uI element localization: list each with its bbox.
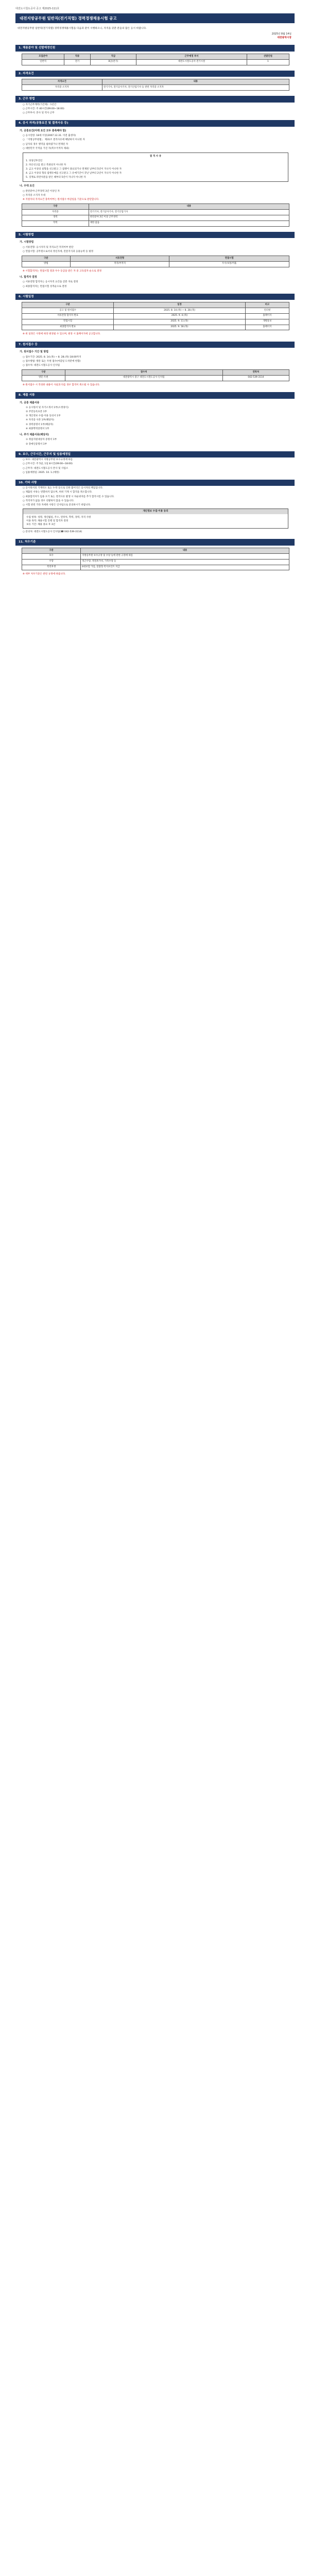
table-header: 구분: [22, 256, 71, 262]
table-header: 내용: [89, 204, 289, 210]
table-header: 모집분야: [22, 54, 64, 60]
list-item: ○ 면접시험: 공무원으로서의 정신자세, 전문지식과 응용능력 등 평정: [23, 250, 94, 253]
table-cell: 수당: [22, 559, 81, 565]
note-text: ※ 세부 처우기준은 관련 규정에 따릅니다.: [23, 573, 66, 576]
table-cell: 4대보험 가입, 맞춤형 복지포인트 지급: [81, 565, 289, 570]
table-cell: 2025. 8. 14.(목) ~ 8. 28.(목): [114, 308, 246, 314]
section-4-heading: 4. 응시 자격(공통요건 및 결격사유 등): [15, 120, 295, 127]
notice-org: 대전광역시장: [277, 37, 291, 40]
list-item: ○ 접수방법: 방문 또는 우편 접수(마감일 도착분에 한함): [23, 360, 81, 363]
table-cell: 경력: [22, 215, 89, 221]
list-item: ○ 응시연령: 18세 이상(2007.12.31. 이전 출생자): [23, 134, 76, 138]
table-cell: 042-539-3114: [222, 375, 289, 381]
table-cell: 관련분야 3년 이상 근무경력: [89, 215, 289, 221]
section-8-heading: 8. 제출 서류: [15, 392, 295, 399]
table-header-row: [22, 548, 289, 554]
subsection-heading: 가. 공통 제출서류: [20, 401, 40, 404]
table-row: [22, 313, 289, 319]
table-row: [22, 559, 289, 565]
table-cell: 2025. 9. 4.(목): [114, 313, 246, 319]
list-item: ○ 제출된 서류는 반환하지 않으며, 허위 기재 시 합격을 취소합니다.: [23, 491, 93, 494]
table-cell: 홈페이지: [245, 325, 289, 330]
table-cell: 공고 및 원서접수: [22, 308, 114, 314]
requirements-table: [22, 204, 289, 226]
recruitment-table: [22, 54, 289, 65]
table-cell: 우수/보통/미흡: [169, 261, 289, 267]
compensation-table: [22, 548, 289, 570]
contact-text: ○ 문의처: 대전도시철도공사 인사팀(☎ 042-539-3114): [23, 531, 82, 534]
qualification-table: [22, 79, 289, 91]
table-header: 면접시험: [169, 256, 289, 262]
list-item: ○ 임용예정일: 2025. 10. 1.(예정): [23, 471, 59, 474]
table-row: [22, 215, 289, 221]
table-cell: 서류전형 합격자 발표: [22, 313, 114, 319]
table-cell: 제한 없음: [89, 221, 289, 226]
list-item: ○ 자격증 소지자 우대: [23, 194, 45, 197]
table-cell: 전기기사, 전기공사기사, 전기산업기사 등 관련 자격증 소지자: [102, 85, 289, 91]
section-7-heading: 7. 원서접수 등: [15, 342, 295, 348]
table-header: 구분: [22, 370, 65, 376]
table-row: [22, 308, 289, 314]
list-item: ○ 근무시간: 주 5일, 1일 8시간(09:00~18:00): [23, 463, 73, 466]
section-2-heading: 2. 자격요건: [15, 71, 295, 77]
subsection-heading: 가. 공통요건(아래 요건 모두 충족해야 함): [20, 129, 66, 132]
list-item: ○ 응시원서의 기재착오 또는 누락 등으로 인한 불이익은 응시자의 책임입니다.: [23, 487, 104, 490]
list-item: ○ 관련분야 근무경력 3년 이상인 자: [23, 190, 60, 193]
exam-method-table: [22, 256, 289, 267]
list-item: ② 주민등록초본 1부: [26, 411, 47, 414]
table-row: [22, 59, 289, 65]
table-cell: 방문·우편: [22, 375, 65, 381]
list-item: ○ 접수처: 대전도시철도공사 인사팀: [23, 364, 60, 367]
table-cell: 1: [247, 59, 289, 65]
table-cell: 지방공무원 보수규정 및 수당 등에 관한 규정에 따름: [81, 553, 289, 559]
list-item: 5. 징계로 파면처분을 받은 때부터 5년이 지나지 아니한 자: [26, 176, 86, 179]
list-item: ○ 근무시간: 주 40시간(09:00~18:00): [23, 107, 64, 110]
table-header: 자격요건: [22, 79, 102, 85]
table-cell: 복리후생: [22, 565, 81, 570]
table-cell: 인터넷: [245, 308, 289, 314]
list-item: ① 응시원서 및 자기소개서 1부(소정양식): [26, 406, 69, 410]
schedule-table: [22, 302, 289, 330]
subsection-heading: 나. 우대 요건: [20, 184, 35, 188]
table-cell: 최종합격자 발표: [22, 325, 114, 330]
table-row: [22, 221, 289, 226]
table-row: [22, 85, 289, 91]
list-item: ○ 접수기간: 2025. 8. 14.(목) ~ 8. 28.(목) 18:00까지: [23, 355, 81, 359]
table-header: 직급: [90, 54, 136, 60]
table-cell: 대전도시철도공사 전기시설: [136, 59, 247, 65]
note-text: ※ 원서접수 시 작성한 내용이 사실과 다를 경우 합격이 취소될 수 있습니다.: [23, 383, 100, 386]
table-header: 구분: [22, 548, 81, 554]
list-item: ③ 개인정보 수집·이용 동의서 1부: [26, 415, 61, 418]
box-body: [23, 514, 288, 528]
notice-date: 2025년 8월 14일: [271, 33, 291, 36]
subsection-heading: 가. 시험방법: [20, 241, 34, 244]
table-header: 접수처: [65, 370, 222, 376]
table-row: [22, 261, 289, 267]
list-item: ○ 서류전형 합격자는 응시자격 요건을 갖춘 자로 결정: [23, 281, 78, 284]
privacy-consent-box: [23, 509, 288, 529]
list-item: ④ 자격증 사본 1부(해당자): [26, 419, 54, 422]
list-item: ○ 자기근무계약(기간제) : 1년간: [23, 103, 57, 106]
list-item: ○ 서류전형: 응시자격 및 자격요건 적격여부 판단: [23, 246, 74, 249]
list-item: ○ 최종합격자는 면접시험 성적순으로 결정: [23, 285, 67, 288]
list-item: ○ 보수: 대전광역시 지방공무원 보수규정에 따름: [23, 459, 73, 462]
table-cell: 전기기사, 전기공사기사, 전기산업기사: [89, 210, 289, 215]
list-item: ○ 남자의 경우 병역을 필하였거나 면제된 자: [23, 143, 68, 146]
list-item: ○ 근무부서: 본사 및 역사 근무: [23, 111, 55, 114]
table-header: 근무예정 부서: [136, 54, 247, 60]
list-item: 4. 금고 이상의 형의 집행유예를 선고받고 그 유예기간이 끝난 날부터 2년이 지나지 아니한 자: [26, 172, 122, 175]
table-cell: 개별통보: [245, 319, 289, 325]
table-header: 선발인원: [247, 54, 289, 60]
list-item: ○ 「지방공무원법」 제31조 결격사유에 해당하지 아니한 자: [23, 139, 85, 142]
list-item: ○ 적격자가 없을 경우 선발하지 않을 수 있습니다.: [23, 499, 75, 502]
table-cell: 전기: [64, 59, 90, 65]
table-header-row: [22, 370, 289, 376]
section-1-heading: 1. 채용분야 및 선발예정인원: [15, 45, 295, 52]
list-item: 보유 기간: 채용 종료 후 3년: [26, 523, 56, 527]
list-item: 1. 피성년후견인: [26, 159, 43, 162]
table-cell: 8급(전기): [90, 59, 136, 65]
table-header-row: [22, 54, 289, 60]
table-cell: 2025. 9. 11.(목): [114, 319, 246, 325]
table-header: 일정: [114, 302, 246, 308]
intro-text: 대전지방공무원 일반직(전기직렬) 경력경쟁채용시험을 다음과 같이 시행하오니, 자격을 갖춘 분들의 많은 응시 바랍니다.: [18, 27, 147, 30]
list-item: ○ 시험 관련 기타 자세한 사항은 인사팀으로 문의하시기 바랍니다.: [23, 503, 91, 506]
box-title: 결 격 사 유: [149, 155, 162, 158]
section-10-heading: 10. 기타 사항: [15, 480, 295, 486]
note-text: ※ 시험합격자는 면접시험 결과 우수 등급을 받은 자 중 고득점자 순으로 결정: [23, 269, 102, 273]
table-cell: 방법: [22, 261, 71, 267]
table-cell: 홈페이지: [245, 313, 289, 319]
table-header: 내용: [81, 548, 289, 554]
table-header: 연락처: [222, 370, 289, 376]
list-item: ⑤ 경력증명서 1부(해당자): [26, 423, 54, 426]
section-3-heading: 3. 근무 방법: [15, 96, 295, 103]
table-header: 직류: [64, 54, 90, 60]
table-header: 비고: [245, 302, 289, 308]
list-item: 3. 금고 이상의 실형을 선고받고 그 집행이 종료되거나 면제된 날부터 5년이 지나지 아니한 자: [26, 168, 122, 171]
table-header-row: [22, 256, 289, 262]
table-cell: 일반직: [22, 59, 64, 65]
table-row: [22, 325, 289, 330]
section-11-heading: 11. 처우기준: [15, 539, 295, 546]
section-6-heading: 6. 시험일정: [15, 294, 295, 300]
notice-number: 대전도시철도공사 공고 제2025-111호: [15, 7, 60, 10]
subsection-heading: 나. 추가 제출서류(해당자): [20, 433, 49, 436]
table-header: 내용: [102, 79, 289, 85]
section-9-heading: 9. 보수, 근무시간, 근무지 및 임용예정일: [15, 451, 295, 458]
subsection-heading: 가. 원서접수 기간 및 방법: [20, 350, 48, 354]
table-cell: 면접시험: [22, 319, 114, 325]
list-item: ○ 최종합격자가 임용 포기 또는 결격사유 발생 시 차순위자를 추가 합격시킬 수 있습니다.: [23, 495, 115, 498]
table-header-row: [22, 79, 289, 85]
list-item: ○ 근무지: 대전도시철도공사 본사 및 사업소: [23, 467, 68, 470]
table-cell: 적격/부적격: [70, 261, 169, 267]
subsection-heading: 나. 합격자 결정: [20, 275, 37, 279]
list-item: ① 취업지원대상자 증명서 1부: [26, 438, 57, 442]
table-cell: 보수: [22, 553, 81, 559]
table-cell: 자격증 소지자: [22, 85, 102, 91]
table-header-row: [22, 204, 289, 210]
table-cell: 자격증: [22, 210, 89, 215]
list-item: 수집 항목: 성명, 생년월일, 주소, 연락처, 학력, 경력, 자격 사항: [26, 516, 91, 519]
table-cell: 학력: [22, 221, 89, 226]
table-row: [22, 375, 289, 381]
note-text: ※ 지원자의 자격요건 충족여부는 원서접수 마감일을 기준으로 판단합니다.: [23, 198, 99, 201]
list-item: ⑥ 최종학력증명서 1부: [26, 427, 49, 430]
table-header: 서류전형: [70, 256, 169, 262]
table-row: [22, 565, 289, 570]
table-cell: 정근수당, 명절휴가비, 가족수당 등: [81, 559, 289, 565]
notice-title: 대전지방공무원 일반직(전기직렬) 경력경쟁채용시험 공고: [15, 13, 295, 24]
list-item: 이용 목적: 채용시험 진행 및 합격자 결정: [26, 520, 68, 523]
table-header: 구분: [22, 204, 89, 210]
list-item: 2. 파산선고를 받고 복권되지 아니한 자: [26, 163, 66, 166]
list-item: ○ 대한민국 국적을 가진 자(복수국적자 제외): [23, 147, 70, 150]
application-table: [22, 369, 289, 381]
note-text: ※ 위 일정은 사정에 따라 변경될 수 있으며, 변경 시 홈페이지에 공고합니다.: [23, 333, 101, 336]
table-cell: 대전광역시 중구 대전도시철도공사 인사팀: [65, 375, 222, 381]
section-5-heading: 5. 시험방법: [15, 232, 295, 239]
table-header: 구분: [22, 302, 114, 308]
table-cell: 2025. 9. 18.(목): [114, 325, 246, 330]
table-row: [22, 553, 289, 559]
disqualification-box: [23, 152, 288, 182]
table-header-row: [22, 302, 289, 308]
list-item: ② 장애인증명서 1부: [26, 443, 47, 446]
table-row: [22, 319, 289, 325]
signature-block: [15, 32, 291, 40]
table-row: [22, 210, 289, 215]
box-title: 개인정보 수집·이용 동의: [23, 509, 288, 514]
